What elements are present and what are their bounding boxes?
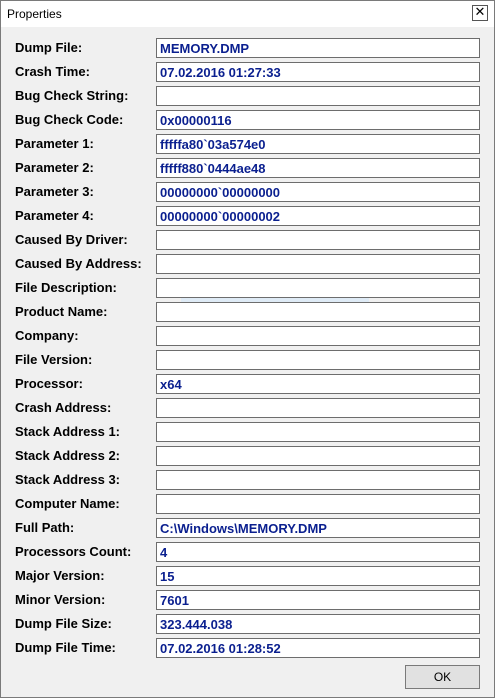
property-row	[1, 326, 494, 348]
property-row	[1, 278, 494, 300]
property-row	[1, 638, 494, 660]
property-value-field[interactable]: fffff880`0444ae48	[156, 158, 480, 178]
property-row	[1, 518, 494, 540]
property-row	[1, 86, 494, 108]
property-label: Processors Count:	[15, 544, 132, 559]
property-label: Dump File Size:	[15, 616, 112, 631]
property-row	[1, 422, 494, 444]
property-value-field[interactable]: 00000000`00000002	[156, 206, 480, 226]
property-label: Bug Check Code:	[15, 112, 124, 127]
property-label: Company:	[15, 328, 79, 343]
property-label: Parameter 4:	[15, 208, 94, 223]
property-row	[1, 230, 494, 252]
property-label: File Description:	[15, 280, 117, 295]
property-row	[1, 206, 494, 228]
property-label: Parameter 3:	[15, 184, 94, 199]
property-row	[1, 446, 494, 468]
property-label: Parameter 1:	[15, 136, 94, 151]
property-value-field[interactable]	[156, 302, 480, 322]
property-value-field[interactable]	[156, 398, 480, 418]
property-label: Full Path:	[15, 520, 75, 535]
property-row	[1, 398, 494, 420]
property-row	[1, 494, 494, 516]
property-row	[1, 134, 494, 156]
property-label: Crash Time:	[15, 64, 90, 79]
property-value-field[interactable]: 0x00000116	[156, 110, 480, 130]
property-value-field[interactable]: 07.02.2016 01:27:33	[156, 62, 480, 82]
property-value-field[interactable]: 00000000`00000000	[156, 182, 480, 202]
property-value-field[interactable]	[156, 446, 480, 466]
property-row	[1, 590, 494, 612]
property-row	[1, 350, 494, 372]
property-label: Major Version:	[15, 568, 105, 583]
property-label: Bug Check String:	[15, 88, 129, 103]
property-label: Caused By Address:	[15, 256, 142, 271]
property-value-field[interactable]: x64	[156, 374, 480, 394]
property-label: Computer Name:	[15, 496, 120, 511]
property-label: Stack Address 1:	[15, 424, 121, 439]
property-value-field[interactable]: 4	[156, 542, 480, 562]
property-label: Parameter 2:	[15, 160, 94, 175]
property-label: Crash Address:	[15, 400, 112, 415]
property-value-field[interactable]	[156, 230, 480, 250]
property-row	[1, 182, 494, 204]
property-row	[1, 62, 494, 84]
ok-button[interactable]: OK	[405, 665, 480, 689]
property-value-field[interactable]: 7601	[156, 590, 480, 610]
property-row	[1, 374, 494, 396]
property-row	[1, 470, 494, 492]
property-row	[1, 566, 494, 588]
property-row	[1, 38, 494, 60]
property-label: Stack Address 3:	[15, 472, 121, 487]
property-label: Caused By Driver:	[15, 232, 128, 247]
property-label: Processor:	[15, 376, 83, 391]
property-value-field[interactable]	[156, 422, 480, 442]
property-row	[1, 542, 494, 564]
close-icon: ✕	[474, 5, 486, 20]
property-label: Dump File Time:	[15, 640, 116, 655]
property-value-field[interactable]	[156, 278, 480, 298]
property-label: Dump File:	[15, 40, 83, 55]
property-value-field[interactable]	[156, 254, 480, 274]
property-value-field[interactable]	[156, 350, 480, 370]
dialog-title: Properties	[7, 7, 62, 21]
property-label: File Version:	[15, 352, 93, 367]
title-bar[interactable]	[1, 1, 494, 27]
property-value-field[interactable]	[156, 494, 480, 514]
property-value-field[interactable]: MEMORY.DMP	[156, 38, 480, 58]
property-row	[1, 158, 494, 180]
property-label: Product Name:	[15, 304, 108, 319]
property-value-field[interactable]: C:\Windows\MEMORY.DMP	[156, 518, 480, 538]
property-value-field[interactable]: 323.444.038	[156, 614, 480, 634]
property-row	[1, 110, 494, 132]
property-row	[1, 302, 494, 324]
property-value-field[interactable]: 15	[156, 566, 480, 586]
property-value-field[interactable]	[156, 86, 480, 106]
property-row	[1, 254, 494, 276]
property-value-field[interactable]: fffffa80`03a574e0	[156, 134, 480, 154]
property-label: Minor Version:	[15, 592, 106, 607]
property-row	[1, 614, 494, 636]
property-value-field[interactable]	[156, 470, 480, 490]
close-button[interactable]	[472, 5, 488, 21]
property-value-field[interactable]: 07.02.2016 01:28:52	[156, 638, 480, 658]
property-value-field[interactable]	[156, 326, 480, 346]
property-label: Stack Address 2:	[15, 448, 121, 463]
